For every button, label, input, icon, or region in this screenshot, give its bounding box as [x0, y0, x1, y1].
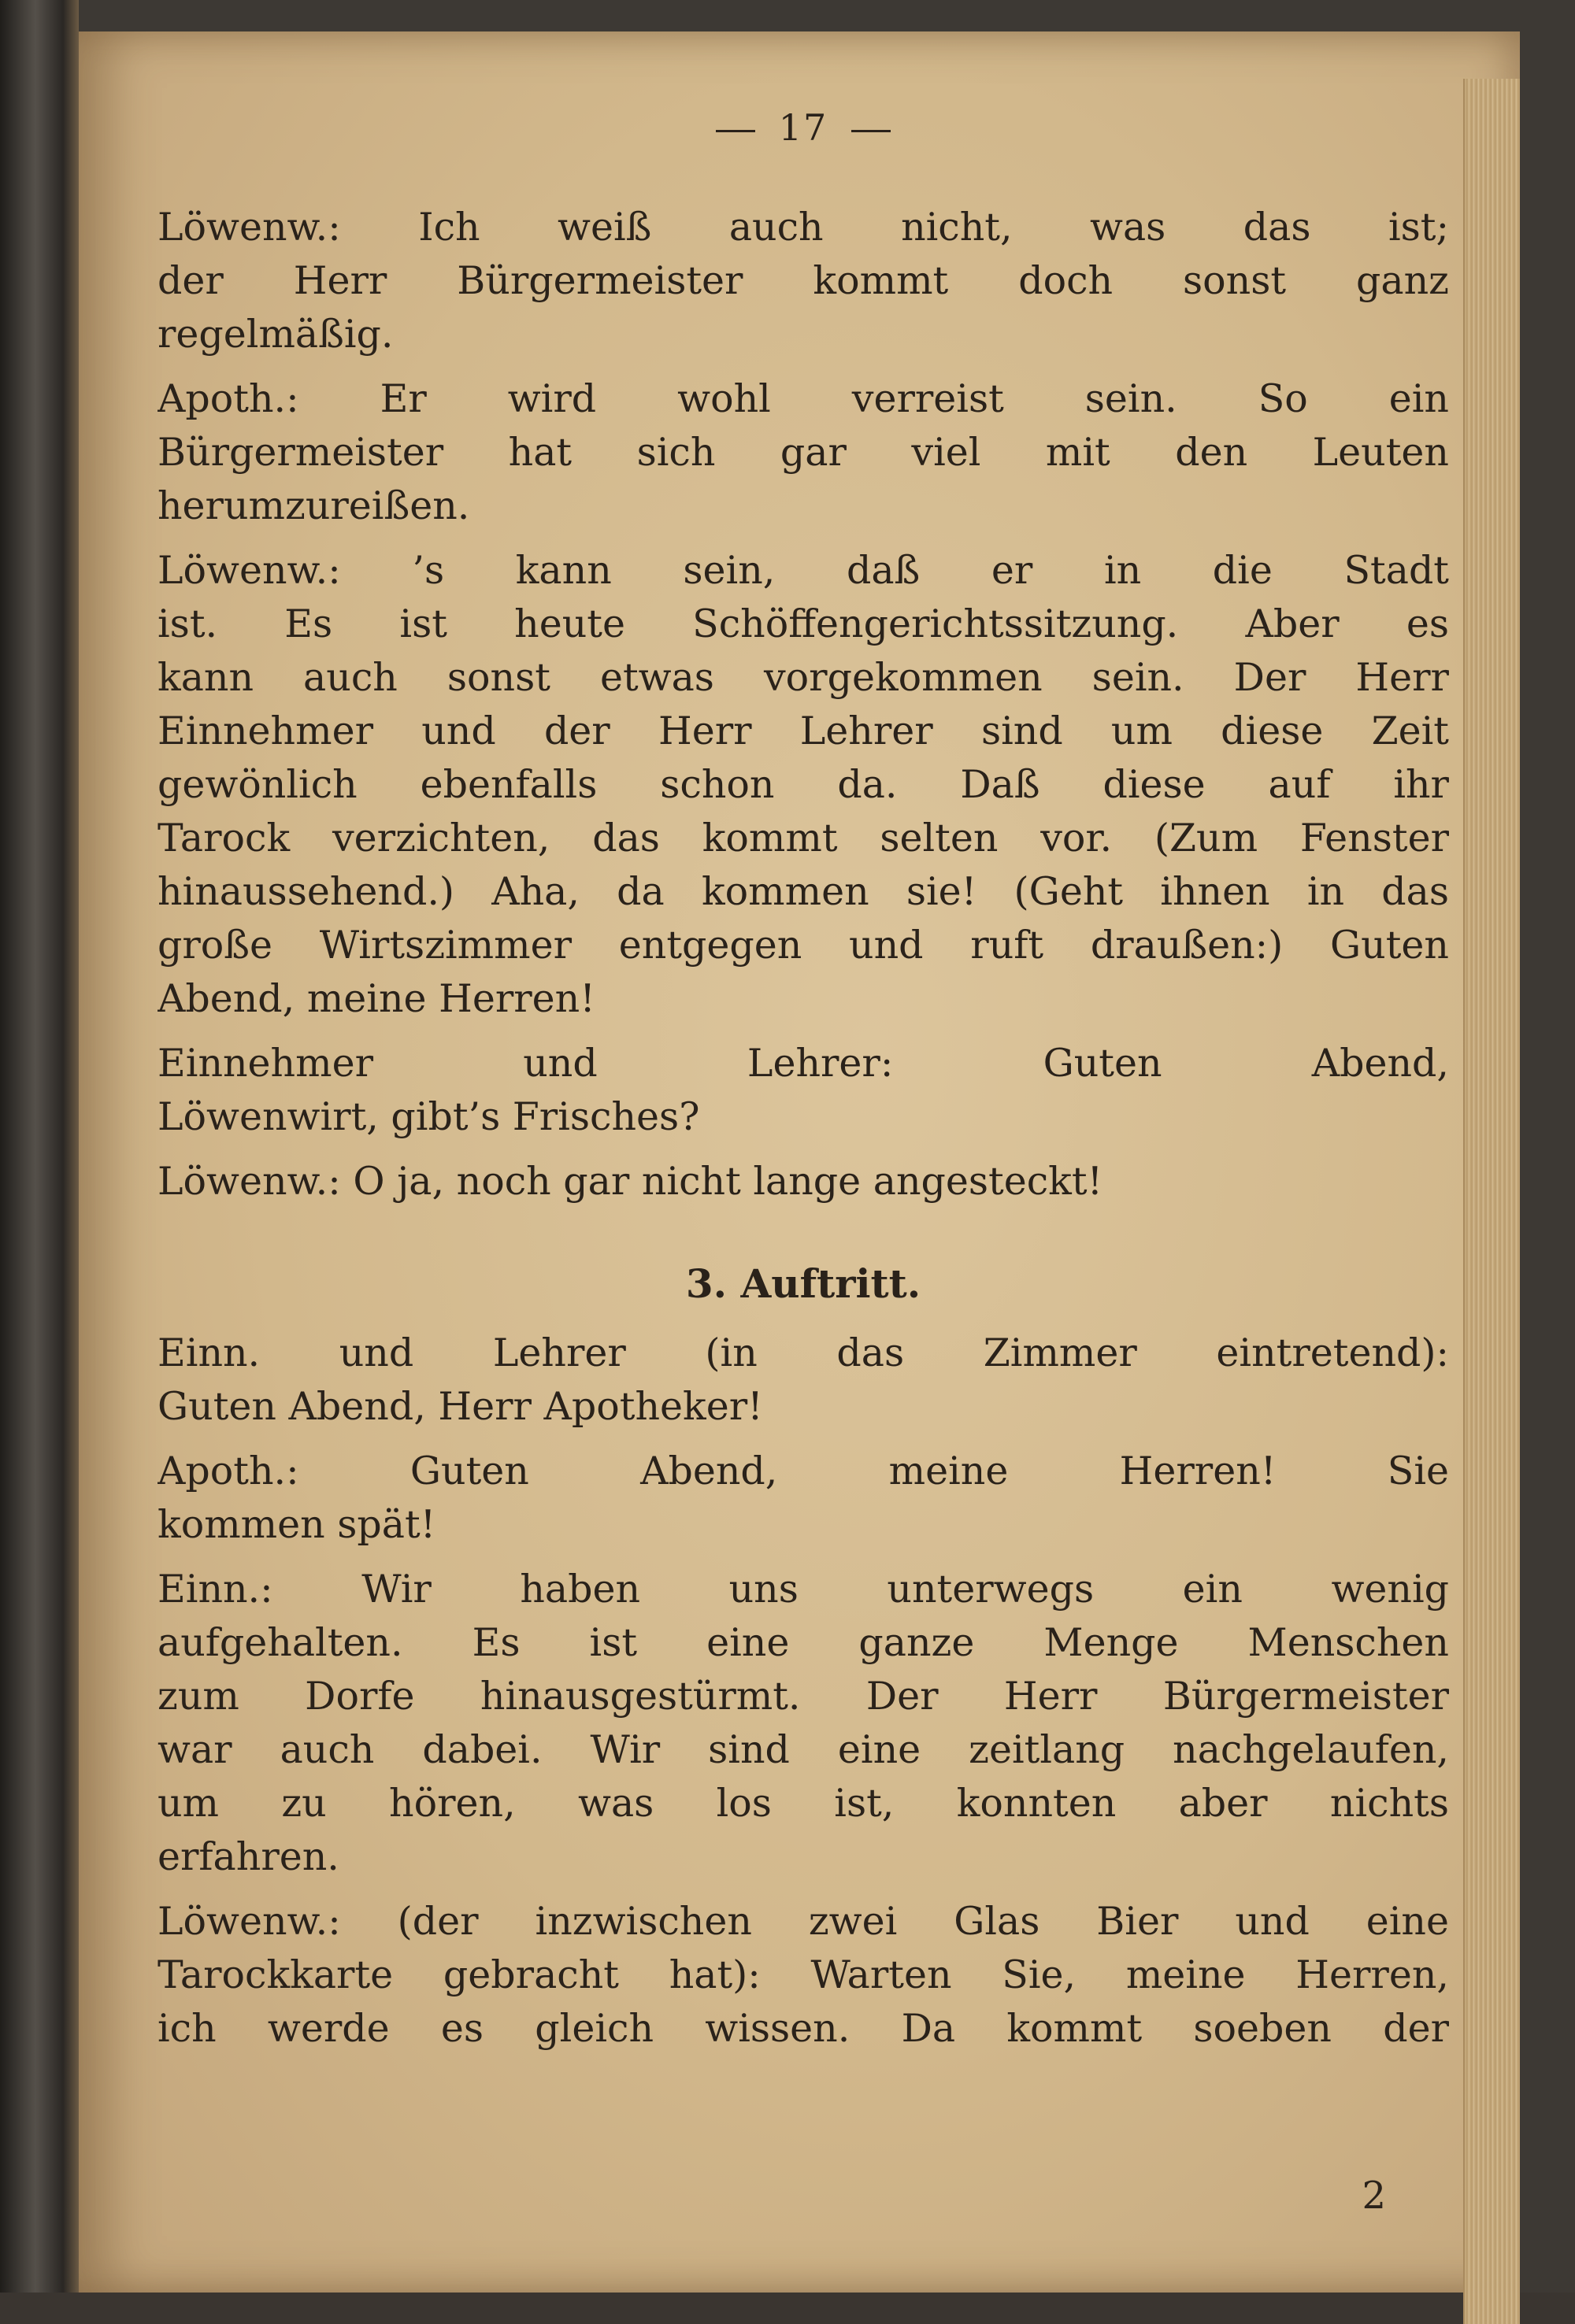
text-line: Tarock verzichten, das kommt selten vor. (Zum Fenster	[158, 816, 1449, 860]
header-dash-left	[716, 130, 755, 132]
scene-heading: 3. Auftritt.	[685, 1260, 921, 1307]
text-line: Einn.: Wir haben uns unterwegs ein wenig	[158, 1567, 1449, 1612]
text-line: gewönlich ebenfalls schon da. Daß diese auf ihr	[158, 762, 1449, 807]
text-line: Bürgermeister hat sich gar viel mit den Leuten	[158, 430, 1449, 475]
page-header	[158, 106, 1449, 149]
text-line: herumzureißen.	[158, 483, 470, 528]
text-line: aufgehalten. Es ist eine ganze Menge Menschen	[158, 1620, 1449, 1665]
text-line: Einn. und Lehrer (in das Zimmer eintretend):	[158, 1330, 1449, 1375]
text-line: erfahren.	[158, 1834, 339, 1879]
book-page	[79, 31, 1520, 2293]
header-dash-right	[851, 130, 891, 132]
signature-mark: 2	[1362, 2174, 1386, 2218]
text-line: Apoth.: Er wird wohl verreist sein. So ein	[158, 376, 1449, 421]
text-line: Guten Abend, Herr Apotheker!	[158, 1384, 763, 1429]
text-line: regelmäßig.	[158, 312, 394, 357]
text-line: Löwenw.: ’s kann sein, daß er in die Stadt	[158, 548, 1449, 593]
book-spine	[0, 0, 79, 2293]
text-line: Einnehmer und der Herr Lehrer sind um diese Zeit	[158, 709, 1449, 753]
text-line: Löwenwirt, gibt’s Frisches?	[158, 1094, 700, 1139]
text-line: kann auch sonst etwas vorgekommen sein. Der Herr	[158, 655, 1449, 700]
text-line: große Wirtszimmer entgegen und ruft draußen:) Guten	[158, 923, 1449, 968]
text-line: Löwenw.: O ja, noch gar nicht lange angesteckt!	[158, 1159, 1103, 1204]
text-line: kommen spät!	[158, 1502, 436, 1547]
text-line: zum Dorfe hinausgestürmt. Der Herr Bürgermeister	[158, 1674, 1449, 1719]
text-line: Löwenw.: (der inzwischen zwei Glas Bier und eine	[158, 1899, 1449, 1944]
text-line: Apoth.: Guten Abend, meine Herren! Sie	[158, 1449, 1449, 1493]
text-line: der Herr Bürgermeister kommt doch sonst ganz	[158, 258, 1449, 303]
text-line: um zu hören, was los ist, konnten aber nichts	[158, 1781, 1449, 1826]
text-line: ich werde es gleich wissen. Da kommt soeben der	[158, 2006, 1449, 2051]
page-edges	[1463, 79, 1520, 2324]
text-line: Abend, meine Herren!	[158, 976, 595, 1021]
page-number: 17	[778, 106, 828, 149]
text-line: ist. Es ist heute Schöffengerichtssitzung. Aber es	[158, 601, 1449, 646]
text-line: Tarockkarte gebracht hat): Warten Sie, meine Herren,	[158, 1952, 1449, 1997]
text-line: hinaussehend.) Aha, da kommen sie! (Geht ihnen in das	[158, 869, 1449, 914]
text-line: war auch dabei. Wir sind eine zeitlang nachgelaufen,	[158, 1727, 1449, 1772]
text-line: Einnehmer und Lehrer: Guten Abend,	[158, 1041, 1449, 1086]
body-text	[158, 201, 1449, 2056]
text-line: Löwenw.: Ich weiß auch nicht, was das ist;	[158, 205, 1449, 250]
